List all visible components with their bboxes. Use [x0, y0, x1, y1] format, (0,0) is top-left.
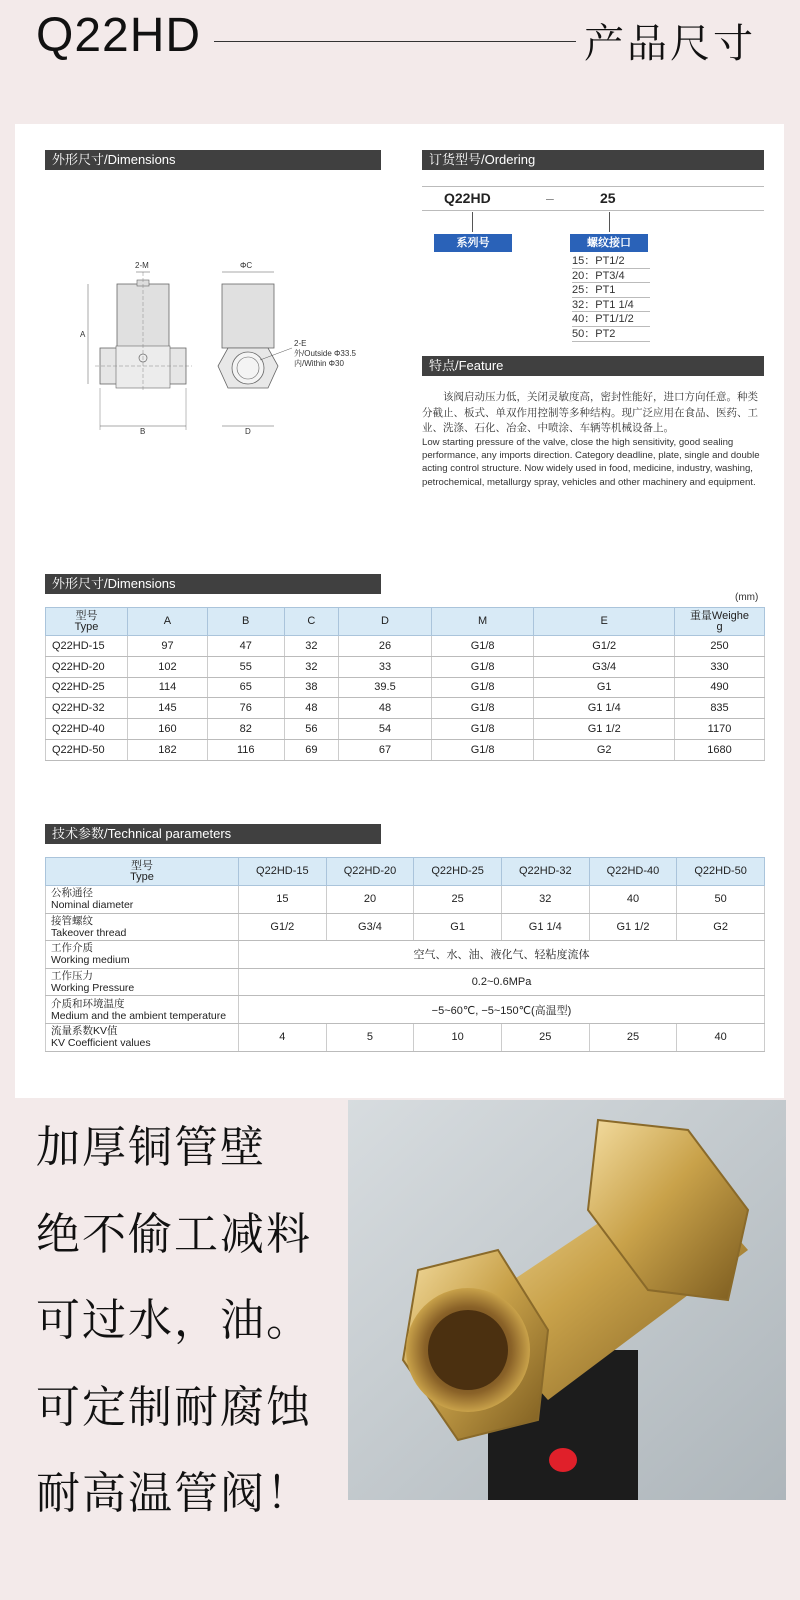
ordering-dash: –	[546, 190, 554, 206]
col-header: Q22HD-15	[239, 858, 327, 886]
table-cell: 250	[675, 636, 765, 657]
table-cell: 116	[207, 739, 284, 760]
table-cell: 160	[128, 719, 208, 740]
col-header: 型号 Type	[46, 858, 239, 886]
table-cell: 32	[284, 656, 339, 677]
table-cell: G1/8	[431, 719, 534, 740]
table-cell: Q22HD-20	[46, 656, 128, 677]
col-header: Q22HD-25	[414, 858, 502, 886]
table-row	[46, 656, 765, 677]
parameter-value: 5	[326, 1023, 414, 1051]
ordering-line-bottom	[422, 210, 764, 211]
parameter-label: 公称通径 Nominal diameter	[46, 886, 239, 914]
parameter-value: 40	[677, 1023, 765, 1051]
col-header: Q22HD-40	[589, 858, 677, 886]
slogan-line: 可定制耐腐蚀	[36, 1382, 312, 1432]
product-photo	[348, 1100, 786, 1500]
parameter-value: G1 1/4	[501, 913, 589, 941]
col-header: A	[128, 608, 208, 636]
parameter-value: 50	[677, 886, 765, 914]
table-cell: Q22HD-32	[46, 698, 128, 719]
dim-label-c: ΦC	[240, 262, 253, 270]
table-row	[46, 719, 765, 740]
table-header-row	[46, 858, 765, 886]
table-cell: 33	[339, 656, 432, 677]
table-cell: 65	[207, 677, 284, 698]
parameter-value: −5~60℃, −5~150℃(高温型)	[239, 996, 765, 1024]
ordering-pointer	[472, 212, 473, 232]
slogan-line: 绝不偷工减料	[36, 1209, 312, 1259]
parameter-value: 15	[239, 886, 327, 914]
col-header: Q22HD-50	[677, 858, 765, 886]
table-cell: 1170	[675, 719, 765, 740]
thread-option: 40：PT1/1/2	[572, 312, 650, 327]
page-header	[0, 0, 800, 80]
parameter-value: 空气、水、油、液化气、轻粘度流体	[239, 941, 765, 969]
table-cell: Q22HD-15	[46, 636, 128, 657]
slogan-line: 可过水，油。	[36, 1296, 312, 1345]
technical-table	[45, 857, 765, 1052]
table-row	[46, 739, 765, 760]
dimensions-table	[45, 607, 765, 761]
table-cell: G2	[534, 739, 675, 760]
table-row	[46, 996, 765, 1024]
col-header: Q22HD-20	[326, 858, 414, 886]
parameter-value: 40	[589, 886, 677, 914]
table-cell: Q22HD-40	[46, 719, 128, 740]
table-cell: 56	[284, 719, 339, 740]
table-cell: 54	[339, 719, 432, 740]
parameter-value: 0.2~0.6MPa	[239, 968, 765, 996]
col-header: 重量Weighe g	[675, 608, 765, 636]
table-cell: 48	[284, 698, 339, 719]
parameter-value: G1	[414, 913, 502, 941]
table-cell: 490	[675, 677, 765, 698]
table-cell: 67	[339, 739, 432, 760]
col-header: C	[284, 608, 339, 636]
valve-drawing	[60, 262, 380, 452]
slogans	[36, 1108, 312, 1541]
thread-option: 25：PT1	[572, 283, 650, 298]
table-cell: 48	[339, 698, 432, 719]
ordering-code: 25	[600, 190, 616, 206]
thread-list	[572, 254, 650, 342]
table-cell: 835	[675, 698, 765, 719]
table-cell: 330	[675, 656, 765, 677]
col-header	[46, 608, 128, 636]
table-cell: Q22HD-25	[46, 677, 128, 698]
table-cell: G3/4	[534, 656, 675, 677]
table-row	[46, 886, 765, 914]
parameter-label: 介质和环境温度 Medium and the ambient temperature	[46, 996, 239, 1024]
feature-title: 特点/Feature	[422, 356, 764, 376]
model-title: Q22HD	[36, 9, 202, 62]
page-title: 产品尺寸	[584, 22, 756, 66]
ordering-pointer	[609, 212, 610, 232]
dim-label-outside: 外/Outside Φ33.5	[294, 349, 356, 358]
table-cell: 26	[339, 636, 432, 657]
header-divider	[214, 41, 576, 42]
unit-label: (mm)	[735, 592, 759, 603]
dimensions-table-title: 外形尺寸/Dimensions	[45, 574, 381, 594]
thread-tag: 螺纹接口	[570, 234, 648, 252]
parameter-value: G1/2	[239, 913, 327, 941]
parameter-label: 工作压力 Working Pressure	[46, 968, 239, 996]
slogan-line: 耐高温管阀！	[36, 1469, 312, 1518]
col-header: D	[339, 608, 432, 636]
series-tag: 系列号	[434, 234, 512, 252]
table-cell: 38	[284, 677, 339, 698]
table-cell: G1/8	[431, 677, 534, 698]
parameter-value: 32	[501, 886, 589, 914]
feature-text-cn: 该阀启动压力低，关闭灵敏度高，密封性能好，进口方向任意。种类分截止、板式、单双作用控制等多种结构。现广泛应用在食品、医药、工业、洗涤、石化、冶金、中喷涂、车辆等机械设备上。	[422, 391, 758, 434]
table-cell: G1/8	[431, 636, 534, 657]
table-cell: 32	[284, 636, 339, 657]
table-row	[46, 636, 765, 657]
table-cell: 97	[128, 636, 208, 657]
dim-label-d: D	[245, 427, 251, 436]
slogan-line: 加厚铜管壁	[36, 1123, 266, 1172]
parameter-value: G2	[677, 913, 765, 941]
dim-label-within: 内/Within Φ30	[294, 359, 344, 368]
parameter-label: 工作介质 Working medium	[46, 941, 239, 969]
col-header: M	[431, 608, 534, 636]
dim-label-e: 2-E	[294, 339, 307, 348]
thread-option: 15：PT1/2	[572, 254, 650, 269]
parameter-value: 4	[239, 1023, 327, 1051]
parameter-value: G3/4	[326, 913, 414, 941]
header-type-cn: 型号 Type	[74, 609, 99, 633]
table-row	[46, 677, 765, 698]
thread-option: 32：PT1 1/4	[572, 298, 650, 313]
dim-label-b: B	[140, 427, 146, 436]
table-cell: 145	[128, 698, 208, 719]
col-header: B	[207, 608, 284, 636]
table-row	[46, 941, 765, 969]
feature-text-en: Low starting pressure of the valve, close the high sensitivity, good sealing performance, any imports direction. Category deadline, plate, single and double acting control structure. Now widely used in food, medicine, industry, washing, petrochemical, metallurgy spray, vehicles and other machinery and equipment.	[422, 437, 760, 488]
table-cell: 39.5	[339, 677, 432, 698]
table-row	[46, 968, 765, 996]
dim-label-a: A	[80, 330, 86, 339]
parameter-value: 25	[501, 1023, 589, 1051]
table-cell: G1/8	[431, 656, 534, 677]
ordering-model: Q22HD	[444, 190, 491, 206]
parameter-value: 10	[414, 1023, 502, 1051]
parameter-value: G1 1/2	[589, 913, 677, 941]
table-row	[46, 698, 765, 719]
ordering-line-top	[422, 186, 764, 187]
table-row	[46, 1023, 765, 1051]
thread-option: 20：PT3/4	[572, 269, 650, 284]
table-cell: 76	[207, 698, 284, 719]
table-cell: 182	[128, 739, 208, 760]
table-row	[46, 913, 765, 941]
table-cell: 55	[207, 656, 284, 677]
parameter-label: 接管螺纹 Takeover thread	[46, 913, 239, 941]
col-header: Q22HD-32	[501, 858, 589, 886]
table-cell: G1 1/4	[534, 698, 675, 719]
table-cell: 82	[207, 719, 284, 740]
table-cell: G1/8	[431, 698, 534, 719]
col-header: E	[534, 608, 675, 636]
thread-option: 50：PT2	[572, 327, 650, 342]
parameter-value: 20	[326, 886, 414, 914]
table-cell: 69	[284, 739, 339, 760]
table-cell: 102	[128, 656, 208, 677]
parameter-label: 流量系数KV值 KV Coefficient values	[46, 1023, 239, 1051]
parameter-value: 25	[589, 1023, 677, 1051]
dimensions-drawing-title: 外形尺寸/Dimensions	[45, 150, 381, 170]
table-cell: G1/8	[431, 739, 534, 760]
ordering-title: 订货型号/Ordering	[422, 150, 764, 170]
parameter-value: 25	[414, 886, 502, 914]
dim-label-m: 2-M	[135, 262, 149, 270]
technical-table-title: 技术参数/Technical parameters	[45, 824, 381, 844]
table-header-row	[46, 608, 765, 636]
table-cell: G1	[534, 677, 675, 698]
table-cell: G1 1/2	[534, 719, 675, 740]
table-cell: Q22HD-50	[46, 739, 128, 760]
table-cell: 47	[207, 636, 284, 657]
table-cell: 1680	[675, 739, 765, 760]
table-cell: G1/2	[534, 636, 675, 657]
table-cell: 114	[128, 677, 208, 698]
